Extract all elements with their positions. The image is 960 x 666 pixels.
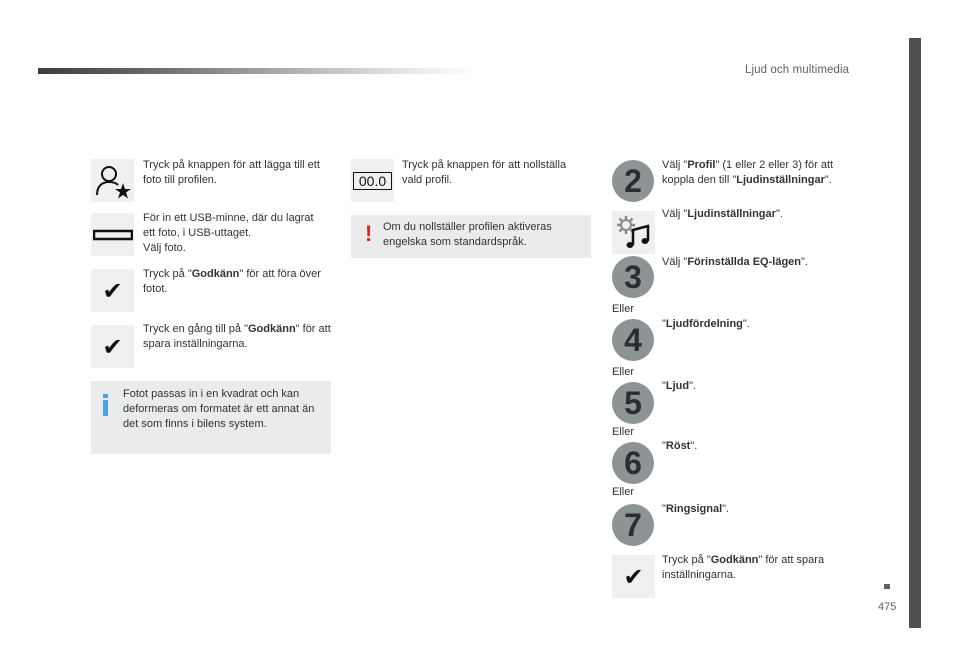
text-part: ".: [742, 318, 750, 330]
info-note-text: Fotot passas in i en kvadrat och kan deformeras om formatet är ett annat än det som finns i bilens system.: [123, 388, 315, 430]
or-label: Eller: [612, 366, 635, 378]
final-save-text: [662, 553, 852, 583]
eq-presets-text: [662, 255, 852, 270]
text-part: Tryck på ": [662, 554, 711, 566]
audio-settings-button[interactable]: [612, 211, 655, 254]
or-label: Eller: [612, 303, 635, 315]
text-part: ".: [775, 208, 783, 220]
gear-music-icon: [615, 214, 653, 252]
side-tab-bar: [909, 38, 921, 628]
text-part: ": [662, 318, 666, 330]
step-7-badge: 7: [612, 504, 654, 546]
check-icon: ✔: [102, 276, 123, 305]
text-part: " för att spara inställningarna.: [662, 554, 825, 581]
info-icon: [102, 394, 108, 417]
eq-presets-label: Förinställda EQ-lägen: [687, 256, 801, 268]
rost-label: Röst: [665, 440, 691, 452]
sound-text: [662, 379, 852, 394]
step-3-badge: 3: [612, 256, 654, 298]
step-4-badge: 4: [612, 319, 654, 361]
reset-profile-button[interactable]: [351, 159, 394, 202]
step-5-badge: 5: [612, 382, 654, 424]
profil-label: Profil: [687, 159, 716, 171]
text-part: Välj ": [662, 208, 688, 220]
text-part: ".: [722, 503, 730, 515]
warning-icon: !: [365, 221, 373, 246]
page-number: 475: [878, 601, 897, 613]
user-star-icon[interactable]: [91, 159, 134, 202]
ljudfordelning-label: Ljudfördelning: [665, 318, 743, 330]
step-2-badge: 2: [612, 160, 654, 202]
text-part: Välj ": [662, 256, 688, 268]
text-part: ": [662, 440, 666, 452]
reset-button-label: 00.0: [353, 172, 392, 190]
step-6-badge: 6: [612, 442, 654, 484]
reset-profile-text: Tryck på knappen för att nollställa vald profil.: [402, 159, 567, 186]
transfer-photo-text: [143, 267, 333, 297]
text-part: ".: [690, 440, 698, 452]
text-part: Tryck på ": [143, 268, 192, 280]
text-part: " för att föra över fotot.: [143, 268, 321, 295]
godkann-label: Godkänn: [191, 268, 240, 280]
text-part: ": [662, 380, 666, 392]
save-settings-text: [143, 322, 333, 352]
page-marker: [884, 584, 890, 589]
text-part: ".: [689, 380, 697, 392]
sound-distribution-text: [662, 317, 852, 332]
or-label: Eller: [612, 486, 635, 498]
usb-line-1: För in ett USB-minne, där du lagrat: [143, 212, 314, 224]
voice-text: [662, 439, 852, 454]
or-label: Eller: [612, 426, 635, 438]
ringtone-text: [662, 502, 852, 517]
text-part: Tryck en gång till på ": [143, 323, 248, 335]
godkann-label: Godkänn: [710, 554, 759, 566]
confirm-save-button[interactable]: [91, 325, 134, 368]
ljudinstallningar-label: Ljudinställningar: [687, 208, 776, 220]
header-gradient-bar: [38, 68, 478, 74]
confirm-transfer-button[interactable]: [91, 269, 134, 312]
usb-line-3: Välj foto.: [143, 242, 186, 254]
section-title: Ljud och multimedia: [745, 64, 850, 76]
usb-line-2: ett foto, i USB-uttaget.: [143, 227, 252, 239]
text-part: " för att spara inställningarna.: [143, 323, 331, 350]
select-profile-text: [662, 158, 852, 188]
usb-instruction-text: [143, 211, 333, 256]
text-part: ".: [801, 256, 808, 268]
warning-note: [351, 215, 591, 258]
usb-slot-icon: [91, 213, 134, 256]
check-icon: ✔: [102, 332, 123, 361]
check-icon: ✔: [623, 562, 644, 591]
warning-note-text: Om du nollställer profilen aktiveras engelska som standardspråk.: [383, 221, 552, 248]
text-part: ".: [824, 174, 832, 186]
godkann-label: Godkänn: [248, 323, 296, 335]
ringsignal-label: Ringsignal: [665, 503, 723, 515]
text-part: " (1 eller 2 eller 3) för att koppla den till ": [662, 159, 834, 186]
text-part: ": [662, 503, 666, 515]
info-note: [91, 381, 331, 454]
confirm-final-button[interactable]: [612, 555, 655, 598]
ljudinstallningar-label: Ljudinställningar: [736, 174, 825, 186]
text-part: Välj ": [662, 159, 688, 171]
audio-settings-text: [662, 207, 852, 222]
add-photo-text: Tryck på knappen för att lägga till ett foto till profilen.: [143, 159, 320, 186]
ljud-label: Ljud: [665, 380, 690, 392]
